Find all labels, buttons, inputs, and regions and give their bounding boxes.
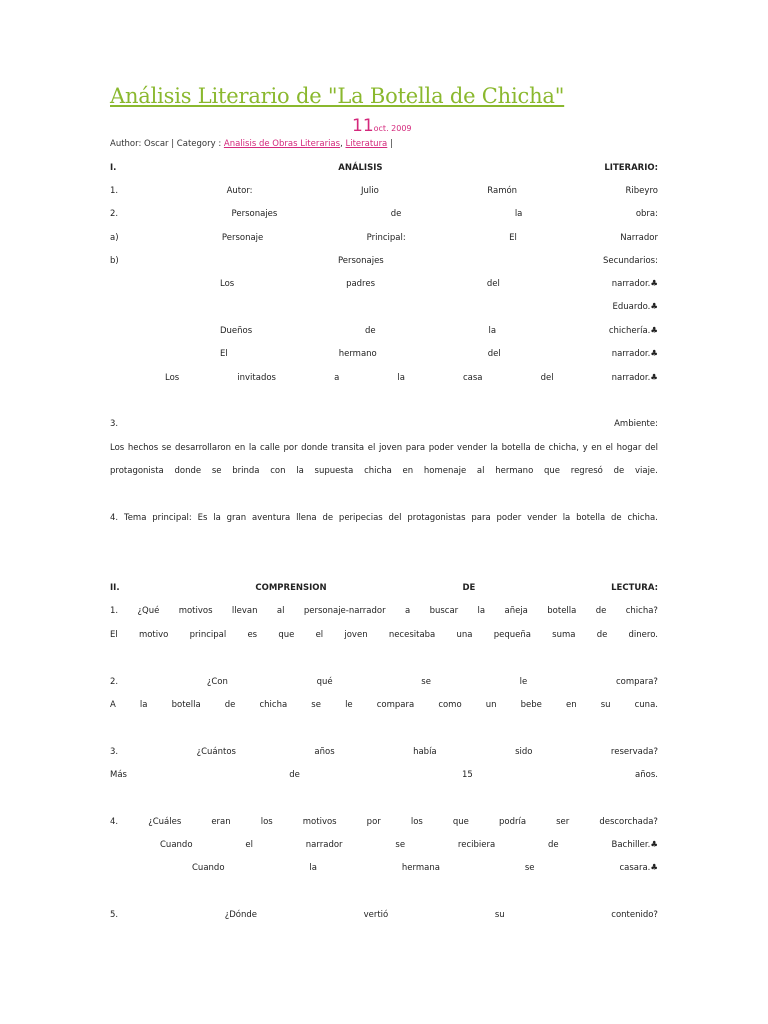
word: narrador xyxy=(305,840,343,850)
word: de xyxy=(534,443,545,453)
word: un xyxy=(485,700,497,710)
word: y xyxy=(582,443,588,453)
word: buscar xyxy=(429,606,459,616)
word: años. xyxy=(635,770,658,780)
word: de xyxy=(365,326,376,336)
word: se xyxy=(211,466,222,476)
word: joven xyxy=(344,630,368,640)
word: ¿Dónde xyxy=(224,910,257,920)
text-line xyxy=(110,417,658,431)
word: llevan xyxy=(231,606,258,616)
word: la xyxy=(248,443,257,453)
word: protagonistas xyxy=(407,513,466,523)
word: Los xyxy=(165,373,180,383)
word: peripecias xyxy=(338,513,383,523)
word: donde xyxy=(301,443,328,453)
word: Ambiente: xyxy=(614,419,658,429)
word: Ramón xyxy=(487,186,518,196)
word: el xyxy=(367,443,376,453)
word: ¿Con xyxy=(206,677,228,687)
word: al xyxy=(476,466,485,476)
word: del xyxy=(487,349,501,359)
text-line xyxy=(110,745,658,759)
word: Cuando xyxy=(160,840,193,850)
word: podría xyxy=(498,817,527,827)
word: motivos xyxy=(178,606,213,616)
word: botella xyxy=(501,443,531,453)
word: como xyxy=(438,700,462,710)
word: el xyxy=(245,840,253,850)
word: pequeña xyxy=(493,630,531,640)
word: poder xyxy=(428,443,454,453)
word: su xyxy=(600,700,611,710)
text-line xyxy=(220,324,658,338)
word: de xyxy=(224,700,236,710)
word: hermana xyxy=(401,863,440,873)
word: El xyxy=(110,630,118,640)
word: la xyxy=(514,209,523,219)
text-line xyxy=(110,464,658,478)
word: Es xyxy=(197,513,208,523)
word: Dueños xyxy=(220,326,253,336)
word: Cuando xyxy=(192,863,225,873)
word: Los xyxy=(220,279,235,289)
word: casara.♣ xyxy=(619,863,658,873)
text-line xyxy=(110,511,658,525)
word: el xyxy=(605,443,614,453)
word: 3. xyxy=(110,747,119,757)
word: b) xyxy=(110,256,119,266)
word: principal xyxy=(189,630,227,640)
word: compara? xyxy=(615,677,658,687)
text-line xyxy=(110,254,658,268)
word: chicha xyxy=(364,466,392,476)
word: regresó xyxy=(570,466,603,476)
text-line xyxy=(110,207,658,221)
word: de xyxy=(596,630,608,640)
text-line xyxy=(110,908,658,922)
word: a xyxy=(404,606,411,616)
word: Personajes xyxy=(337,256,384,266)
meta-separator: , xyxy=(340,139,346,149)
word: casa xyxy=(462,373,483,383)
word: Principal: xyxy=(366,233,406,243)
word: 5. xyxy=(110,910,119,920)
word: hermano xyxy=(338,349,377,359)
word: del xyxy=(388,513,402,523)
word: necesitaba xyxy=(388,630,436,640)
word: para xyxy=(405,443,426,453)
word: LITERARIO: xyxy=(604,163,658,173)
word: ¿Cuáles xyxy=(148,817,182,827)
word: de xyxy=(595,606,607,616)
word: dinero. xyxy=(628,630,658,640)
word: 1. xyxy=(110,606,119,616)
text-line xyxy=(192,861,658,875)
word: la xyxy=(139,700,148,710)
word: Personajes xyxy=(231,209,278,219)
word: bebe xyxy=(520,700,542,710)
word: narrador.♣ xyxy=(611,349,658,359)
word: vertió xyxy=(363,910,389,920)
text-line xyxy=(110,768,658,782)
word: motivo xyxy=(138,630,169,640)
word: Tema xyxy=(123,513,147,523)
word: vender xyxy=(457,443,487,453)
word: Autor: xyxy=(226,186,253,196)
word: había xyxy=(413,747,437,757)
word: con xyxy=(270,466,286,476)
word: en xyxy=(402,466,414,476)
word: la xyxy=(490,443,499,453)
word: recibiera xyxy=(457,840,496,850)
post-meta xyxy=(110,139,393,149)
word: viaje. xyxy=(634,466,658,476)
word: obra: xyxy=(635,209,658,219)
text-line xyxy=(110,698,658,712)
word: se xyxy=(421,677,431,687)
text-line xyxy=(110,628,658,642)
word: le xyxy=(345,700,353,710)
date-month-year: oct. 2009 xyxy=(373,124,412,133)
word: que xyxy=(278,630,295,640)
date-day: 11 xyxy=(352,116,374,136)
word: Personaje xyxy=(221,233,264,243)
word: Bachiller.♣ xyxy=(611,840,658,850)
word: Los xyxy=(110,443,125,453)
word: padres xyxy=(346,279,376,289)
word: se xyxy=(524,863,535,873)
word: llena xyxy=(296,513,317,523)
word: botella xyxy=(576,513,606,523)
word: una xyxy=(456,630,473,640)
section-heading-comprension xyxy=(110,581,658,595)
word: aventura xyxy=(251,513,291,523)
word: cuna. xyxy=(634,700,658,710)
author-label: Author: Oscar | Category : xyxy=(110,139,224,149)
word: la xyxy=(296,466,304,476)
text-line xyxy=(165,371,658,385)
text-line xyxy=(110,604,658,618)
word: le xyxy=(519,677,528,687)
word: I. xyxy=(110,163,117,173)
word: El xyxy=(509,233,517,243)
word: joven xyxy=(378,443,403,453)
word: a xyxy=(334,373,340,383)
word: botella xyxy=(547,606,577,616)
word: Más xyxy=(110,770,127,780)
word: sido xyxy=(515,747,533,757)
word: del xyxy=(486,279,500,289)
word: del xyxy=(644,443,658,453)
word: ser xyxy=(556,817,570,827)
word: Secundarios: xyxy=(602,256,658,266)
word: qué xyxy=(316,677,333,687)
category-link-analisis[interactable]: Analisis de Obras Literarias xyxy=(223,139,341,149)
word: narrador.♣ xyxy=(611,279,658,289)
word: que xyxy=(452,817,469,827)
word: calle xyxy=(260,443,280,453)
word: invitados xyxy=(237,373,276,383)
word: Eduardo.♣ xyxy=(612,302,658,312)
word: A xyxy=(110,700,116,710)
word: se xyxy=(161,443,172,453)
category-link-literatura[interactable]: Literatura xyxy=(345,139,388,149)
word: motivos xyxy=(302,817,337,827)
post-date xyxy=(352,116,412,136)
word: 3. xyxy=(110,419,119,429)
text-line xyxy=(110,184,658,198)
word: a) xyxy=(110,233,119,243)
word: en xyxy=(234,443,246,453)
word: DE xyxy=(462,583,476,593)
word: chichería.♣ xyxy=(608,326,658,336)
word: en xyxy=(565,700,577,710)
word: 4. xyxy=(110,513,119,523)
word: donde xyxy=(174,466,202,476)
word: Narrador xyxy=(620,233,658,243)
word: de xyxy=(289,770,300,780)
word: la xyxy=(562,513,571,523)
word: COMPRENSION xyxy=(255,583,327,593)
word: personaje-narrador xyxy=(303,606,386,616)
text-line xyxy=(220,347,658,361)
word: chicha? xyxy=(625,606,658,616)
word: hogar xyxy=(616,443,642,453)
word: botella xyxy=(171,700,201,710)
text-line xyxy=(110,300,658,314)
word: Julio xyxy=(360,186,379,196)
word: eran xyxy=(211,817,231,827)
text-line xyxy=(110,675,658,689)
text-line xyxy=(110,441,658,455)
section-heading-analisis xyxy=(110,161,658,175)
word: al xyxy=(276,606,285,616)
text-line xyxy=(220,277,658,291)
word: su xyxy=(494,910,505,920)
word: transita xyxy=(331,443,365,453)
word: LECTURA: xyxy=(611,583,658,593)
word: chicha, xyxy=(548,443,579,453)
text-line xyxy=(110,815,658,829)
word: los xyxy=(260,817,273,827)
word: 1. xyxy=(110,186,119,196)
word: la xyxy=(309,863,317,873)
page-title[interactable]: Análisis Literario de "La Botella de Chicha" xyxy=(110,84,565,108)
word: vender xyxy=(527,513,557,523)
word: chicha. xyxy=(627,513,658,523)
word: de xyxy=(548,840,559,850)
meta-suffix: | xyxy=(387,139,393,149)
word: la xyxy=(488,326,497,336)
word: por xyxy=(366,817,381,827)
word: es xyxy=(247,630,258,640)
word: protagonista xyxy=(110,466,164,476)
word: ANÁLISIS xyxy=(338,163,383,173)
word: reservada? xyxy=(610,747,658,757)
word: en xyxy=(591,443,602,453)
word: la xyxy=(213,513,221,523)
word: 4. xyxy=(110,817,119,827)
text-line xyxy=(110,231,658,245)
word: 2. xyxy=(110,209,119,219)
word: compara xyxy=(376,700,415,710)
word: se xyxy=(395,840,406,850)
word: que xyxy=(544,466,561,476)
word: ¿Qué xyxy=(137,606,160,616)
word: hechos xyxy=(127,443,159,453)
word: II. xyxy=(110,583,120,593)
word: de xyxy=(613,466,625,476)
word: años xyxy=(314,747,335,757)
word: hermano xyxy=(495,466,534,476)
word: supuesta xyxy=(314,466,354,476)
text-line xyxy=(160,838,658,852)
word: 2. xyxy=(110,677,119,687)
word: para xyxy=(471,513,491,523)
word: narrador.♣ xyxy=(611,373,658,383)
word: de xyxy=(390,209,402,219)
word: añeja xyxy=(504,606,528,616)
word: Ribeyro xyxy=(625,186,658,196)
word: de xyxy=(611,513,622,523)
word: desarrollaron xyxy=(175,443,231,453)
word: ¿Cuántos xyxy=(196,747,236,757)
word: homenaje xyxy=(423,466,467,476)
word: los xyxy=(410,817,423,827)
word: el xyxy=(315,630,324,640)
word: brinda xyxy=(232,466,260,476)
word: gran xyxy=(226,513,247,523)
word: de xyxy=(322,513,334,523)
word: principal: xyxy=(152,513,192,523)
word: la xyxy=(397,373,405,383)
word: 15 xyxy=(462,770,473,780)
word: se xyxy=(311,700,321,710)
word: chicha xyxy=(259,700,288,710)
word: suma xyxy=(552,630,576,640)
word: descorchada? xyxy=(599,817,658,827)
word: contenido? xyxy=(611,910,658,920)
word: la xyxy=(477,606,486,616)
word: poder xyxy=(496,513,522,523)
word: El xyxy=(220,349,228,359)
word: del xyxy=(540,373,554,383)
word: por xyxy=(283,443,298,453)
